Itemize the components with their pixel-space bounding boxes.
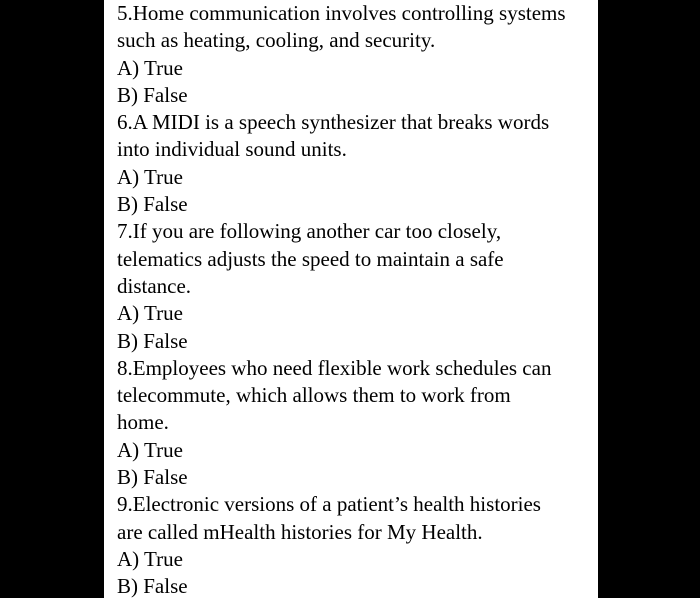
question-7 [117,218,593,354]
question-text: 9.Electronic versions of a patient’s health histories [117,492,541,517]
question-text: 7.If you are following another car too closely, [117,219,502,244]
quiz-content [117,0,593,598]
question-text: home. [117,410,169,435]
option-false: B) False [117,465,188,490]
option-false: B) False [117,328,188,353]
option-true: A) True [117,546,183,571]
question-text: such as heating, cooling, and security. [117,28,436,53]
question-6 [117,109,593,218]
option-true: A) True [117,55,183,80]
option-true: A) True [117,437,183,462]
question-text: 5.Home communication involves controlling systems [117,1,566,25]
question-8 [117,355,593,491]
option-true: A) True [117,301,183,326]
question-5 [117,0,593,109]
question-text: into individual sound units. [117,137,347,162]
document-page [104,0,598,598]
question-text: 8.Employees who need flexible work schedules can [117,355,552,380]
option-true: A) True [117,164,183,189]
question-text: telecommute, which allows them to work from [117,383,511,408]
option-false: B) False [117,82,188,107]
question-text: 6.A MIDI is a speech synthesizer that breaks words [117,110,550,135]
question-9 [117,491,593,598]
question-text: are called mHealth histories for My Health. [117,519,483,544]
question-text: distance. [117,273,192,298]
option-false: B) False [117,574,188,598]
option-false: B) False [117,192,188,217]
question-text: telematics adjusts the speed to maintain a safe [117,246,504,271]
